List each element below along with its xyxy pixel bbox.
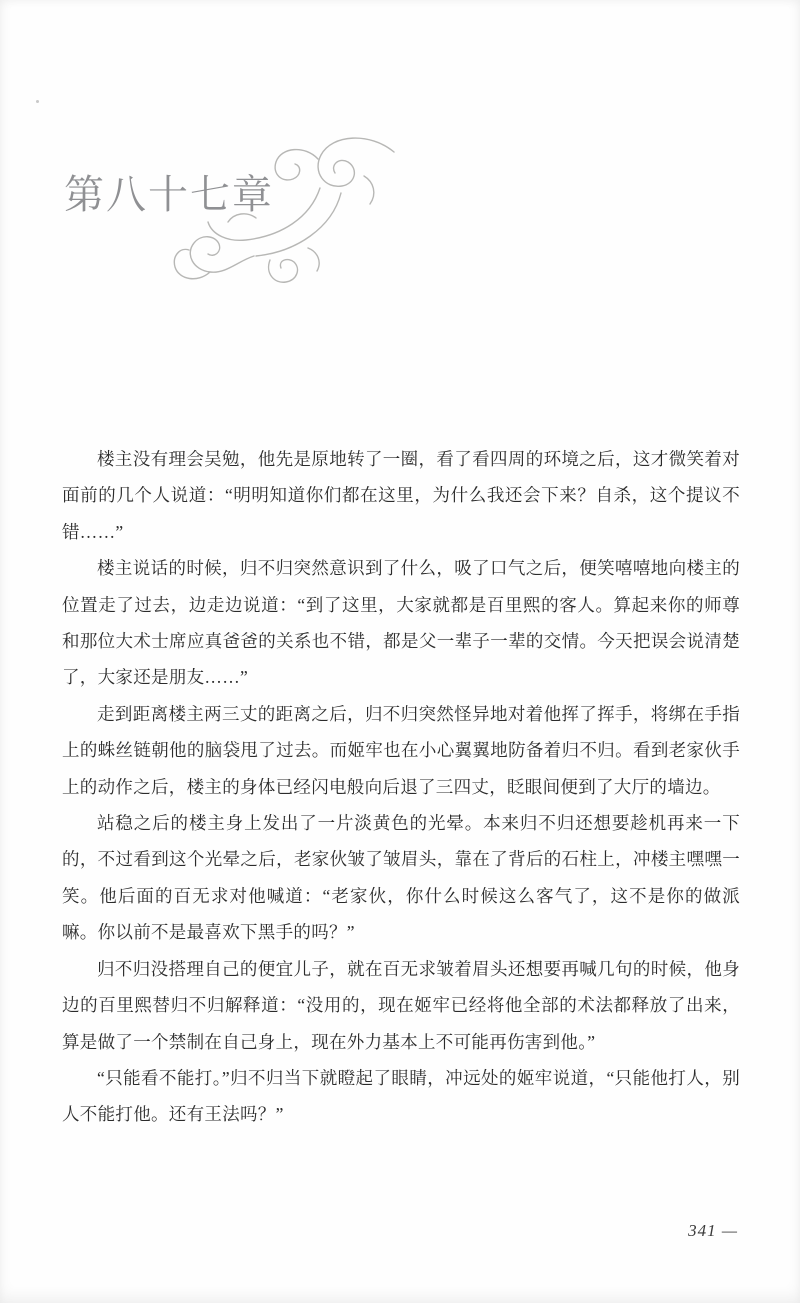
- scan-speck: [36, 100, 39, 103]
- chapter-body: [62, 441, 740, 1133]
- cloud-scroll-ornament-icon: [168, 128, 408, 303]
- paragraph: 站稳之后的楼主身上发出了一片淡黄色的光晕。本来归不归还想要趁机再来一下的，不过看到这个光晕之后，老家伙皱了皱眉头，靠在了背后的石柱上，冲楼主嘿嘿一笑。他后面的百无求对他喊道：“老家伙，你什么时候这么客气了，这不是你的做派嘛。你以前不是最喜欢下黑手的吗？”: [62, 813, 740, 943]
- paragraph: 楼主没有理会吴勉，他先是原地转了一圈，看了看四周的环境之后，这才微笑着对面前的几个人说道：“明明知道你们都在这里，为什么我还会下来？自杀，这个提议不错……”: [62, 449, 740, 542]
- page-number: 341 —: [688, 1221, 738, 1240]
- paragraph: 归不归没搭理自己的便宜儿子，就在百无求皱着眉头还想要再喊几句的时候，他身边的百里熙替归不归解释道：“没用的，现在姬牢已经将他全部的术法都释放了出来，算是做了一个禁制在自己身上，现在外力基本上不可能再伤害到他。”: [62, 958, 740, 1052]
- chapter-title: 第八十七章: [64, 172, 274, 217]
- paragraph: “只能看不能打。”归不归当下就瞪起了眼睛，冲远处的姬牢说道，“只能他打人，别人不能打他。还有王法吗？”: [62, 1067, 740, 1125]
- paragraph: 楼主说话的时候，归不归突然意识到了什么，吸了口气之后，便笑嘻嘻地向楼主的位置走了过去，边走边说道：“到了这里，大家就都是百里熙的客人。算起来你的师尊和那位大术士席应真爸爸的关系也不错，都是父一辈子一辈的交情。今天把误会说清楚了，大家还是朋友……”: [62, 558, 740, 688]
- paragraph: 走到距离楼主两三丈的距离之后，归不归突然怪异地对着他挥了挥手，将绑在手指上的蛛丝链朝他的脑袋甩了过去。而姬牢也在小心翼翼地防备着归不归。看到老家伙手上的动作之后，楼主的身体已经闪电般向后退了三四丈，眨眼间便到了大厅的墙边。: [62, 703, 740, 797]
